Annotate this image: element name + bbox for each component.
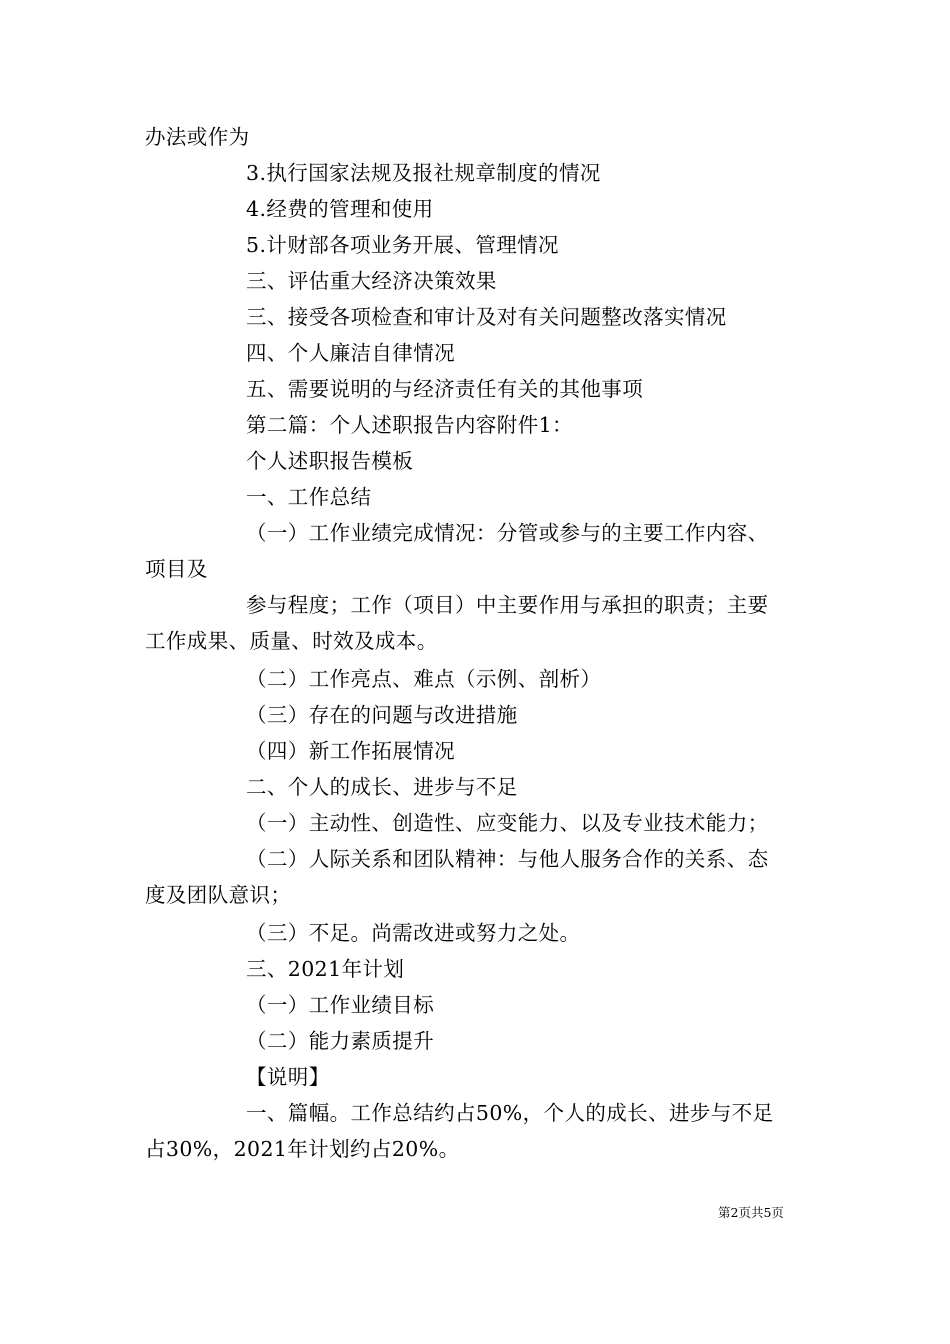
text-line: 参与程度；工作（项目）中主要作用与承担的职责；主要: [246, 593, 769, 617]
text-line: （一）工作业绩目标: [246, 993, 435, 1017]
text-line: （三）不足。尚需改进或努力之处。: [246, 921, 581, 945]
text-line: （二）人际关系和团队精神：与他人服务合作的关系、态: [246, 847, 769, 871]
text-line: （一）主动性、创造性、应变能力、以及专业技术能力；: [246, 811, 769, 835]
text-line: 二、个人的成长、进步与不足: [246, 775, 518, 799]
text-line: 五、需要说明的与经济责任有关的其他事项: [246, 377, 644, 401]
page-footer: 第2页共5页: [718, 1205, 784, 1220]
text-line: 5.计财部各项业务开展、管理情况: [246, 233, 559, 257]
text-line: （一）工作业绩完成情况：分管或参与的主要工作内容、: [246, 521, 769, 545]
text-line: 三、评估重大经济决策效果: [246, 269, 497, 293]
text-line: 工作成果、质量、时效及成本。: [145, 629, 438, 653]
text-line: 第二篇：个人述职报告内容附件1：: [246, 413, 573, 437]
text-line: 办法或作为: [145, 125, 250, 149]
text-line: 【说明】: [246, 1065, 330, 1089]
text-line: 项目及: [145, 557, 208, 581]
text-line: 3.执行国家法规及报社规章制度的情况: [246, 161, 601, 185]
text-line: 三、2021年计划: [246, 957, 405, 981]
text-line: 度及团队意识；: [145, 883, 292, 907]
text-line: 占30%，2021年计划约占20%。: [145, 1137, 460, 1161]
text-line: 个人述职报告模板: [246, 449, 414, 473]
text-line: 四、个人廉洁自律情况: [246, 341, 455, 365]
text-line: 一、篇幅。工作总结约占50%，个人的成长、进步与不足: [246, 1101, 774, 1125]
text-line: （四）新工作拓展情况: [246, 739, 455, 763]
text-line: 一、工作总结: [246, 485, 372, 509]
text-line: 三、接受各项检查和审计及对有关问题整改落实情况: [246, 305, 727, 329]
text-line: （二）能力素质提升: [246, 1029, 435, 1053]
text-line: （三）存在的问题与改进措施: [246, 703, 518, 727]
text-line: 4.经费的管理和使用: [246, 197, 434, 221]
text-line: （二）工作亮点、难点（示例、剖析）: [246, 667, 602, 691]
